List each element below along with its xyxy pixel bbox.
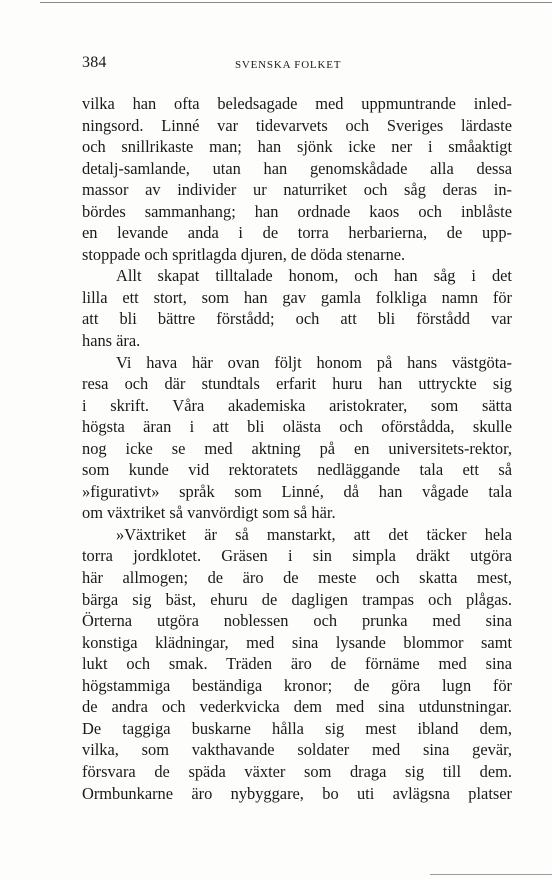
text-line: och snillrikaste man; han sjönk icke ner i småaktigt (82, 137, 512, 157)
text-line: en levande anda i de torra herbarierna, de upp- (82, 223, 512, 243)
text-line: resa och där stundtals erfarit huru han uttryckte sig (82, 374, 512, 394)
text-line: högsta äran i att bli olästa och oförstådda, skulle (82, 417, 512, 437)
paragraph-end-line: om växtriket så vanvördigt som så här. (82, 503, 336, 523)
text-line: bärga sig bäst, ehuru de dagligen trampas och plågas. (82, 589, 512, 609)
page-header (82, 54, 512, 78)
text-line: att bli bättre förstådd; och att bli förstådd var (82, 309, 512, 329)
text-line: vilka han ofta beledsagade med uppmuntrande inled- (82, 94, 512, 113)
text-line: ningsord. Linné var tidevarvets och Sveriges lärdaste (82, 115, 512, 135)
text-line: Ormbunkarne äro nybyggare, bo uti avlägsna platser (82, 783, 512, 803)
paragraph-start-line: Vi hava här ovan följt honom på hans västgöta- (116, 352, 512, 372)
text-line: de andra och vederkvicka dem med sina utdunstningar. (82, 697, 512, 717)
running-title: SVENSKA FOLKET (235, 59, 342, 71)
paragraph-start-line: Allt skapat tilltalade honom, och han såg i det (116, 266, 512, 286)
text-line: vilka, som vakthavande soldater med sina gevär, (82, 740, 512, 760)
text-line: i skrift. Våra akademiska aristokrater, som sätta (82, 395, 512, 415)
page-number: 384 (82, 54, 107, 71)
text-line: som kunde vid rektoratets nedläggande tala ett så (82, 460, 512, 480)
top-edge-rule (40, 2, 552, 3)
body-text (82, 93, 512, 804)
paragraph-start-line: »Växtriket är så manstarkt, att det täcker hela (116, 524, 512, 544)
text-line: lukt och smak. Träden äro de förnäme med sina (82, 654, 512, 674)
text-line: De taggiga buskarne hålla sig mest ibland dem, (82, 718, 512, 738)
text-line: nog icke se med aktning på en universitets-rektor, (82, 438, 512, 458)
text-line: försvara de späda växter som draga sig till dem. (82, 761, 512, 781)
text-line: detalj-samlande, utan han genomskådade alla dessa (82, 158, 512, 178)
paragraph-end-line: hans ära. (82, 331, 141, 351)
text-line: »figurativt» språk som Linné, då han vågade tala (82, 481, 512, 501)
paragraph-end-line: stoppade och spritlagda djuren, de döda stenarne. (82, 244, 406, 264)
text-line: Örterna utgöra noblessen och prunka med sina (82, 611, 512, 631)
text-line: lilla ett stort, som han gav gamla folkliga namn för (82, 287, 512, 307)
text-line: högstammiga beständiga kronor; de göra lugn för (82, 675, 512, 695)
text-line: konstiga klädningar, med sina lysande blommor samt (82, 632, 512, 652)
text-line: bördes sammanhang; han ordnade kaos och inblåste (82, 201, 512, 221)
text-line: här allmogen; de äro de meste och skatta mest, (82, 568, 512, 588)
text-line: massor av individer ur naturriket och såg deras in- (82, 180, 512, 200)
bottom-edge-rule (430, 874, 552, 875)
text-line: torra jordklotet. Gräsen i sin simpla dräkt utgöra (82, 546, 512, 566)
